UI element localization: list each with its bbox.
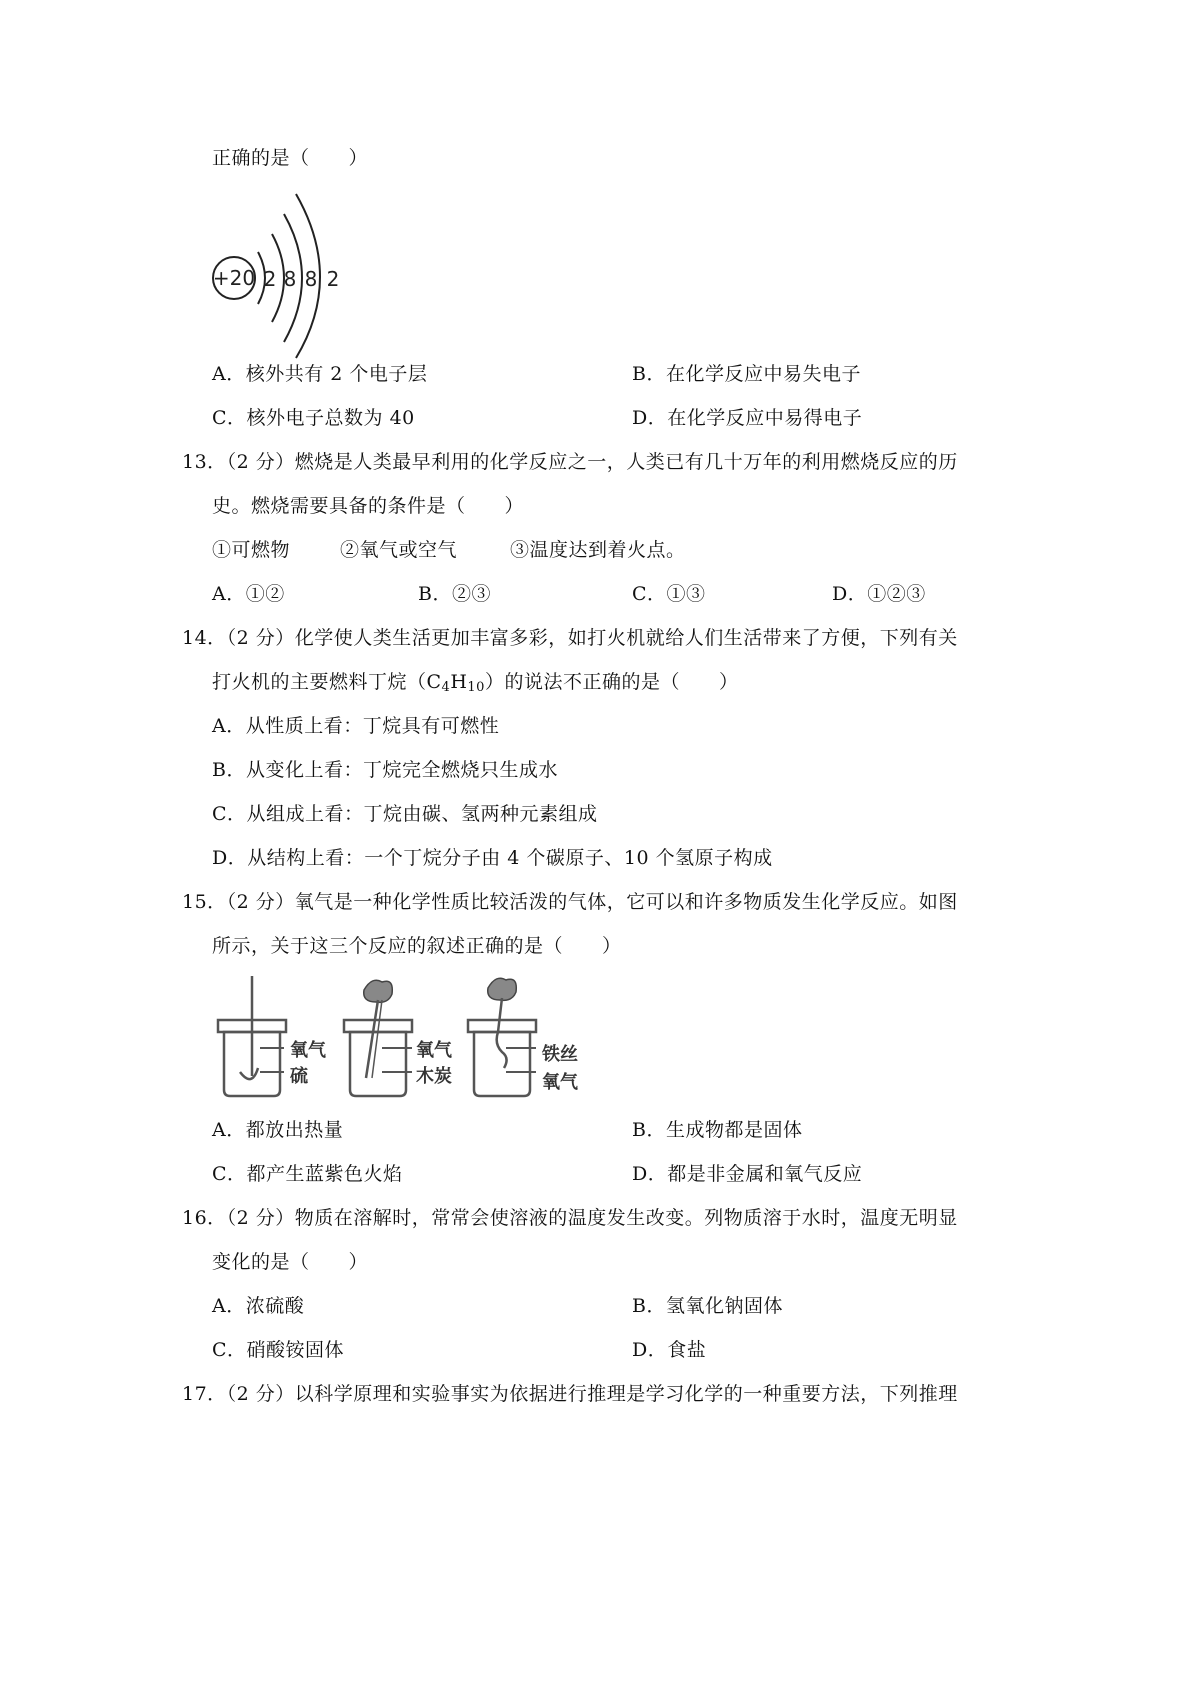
- jar-charcoal: [344, 980, 453, 1096]
- q13-condition-3: ③温度达到着火点。: [510, 539, 686, 561]
- formula-subscript-4: 4: [441, 680, 451, 695]
- q13-option-c[interactable]: C．①③: [632, 583, 706, 605]
- q17-stem-line1: 17．（2 分）以科学原理和实验事实为依据进行推理是学习化学的一种重要方法，下列推理: [182, 1383, 958, 1405]
- q12-stem-tail: 正确的是（ ）: [212, 147, 369, 169]
- oxygen-reaction-jars-diagram: [212, 972, 652, 1112]
- q16-option-c[interactable]: C．硝酸铵固体: [212, 1339, 345, 1361]
- jar-charcoal-bottom-label: 木炭: [416, 1066, 452, 1087]
- q13-option-b[interactable]: B．②③: [418, 583, 491, 605]
- q14-option-b[interactable]: B．从变化上看：丁烷完全燃烧只生成水: [212, 759, 558, 781]
- q13-option-d[interactable]: D．①②③: [832, 583, 926, 605]
- q13-stem-line1: 13．（2 分）燃烧是人类最早利用的化学反应之一，人类已有几十万年的利用燃烧反应的历: [182, 451, 958, 473]
- q14-option-d[interactable]: D．从结构上看：一个丁烷分子由 4 个碳原子、10 个氢原子构成: [212, 847, 773, 869]
- q15-stem-line1: 15．（2 分）氧气是一种化学性质比较活泼的气体，它可以和许多物质发生化学反应。如图: [182, 891, 958, 913]
- q14-option-a[interactable]: A．从性质上看：丁烷具有可燃性: [212, 715, 500, 737]
- q15-option-d[interactable]: D．都是非金属和氧气反应: [632, 1163, 863, 1185]
- q15-option-c[interactable]: C．都产生蓝紫色火焰: [212, 1163, 403, 1185]
- jar-iron-bottom-label: 氧气: [542, 1072, 578, 1093]
- shell-2-count: 8: [283, 267, 297, 291]
- jar-sulfur-top-label: 氧气: [290, 1040, 326, 1061]
- jar-charcoal-top-label: 氧气: [416, 1040, 452, 1061]
- shell-1-count: 2: [263, 267, 277, 291]
- q12-option-d[interactable]: D．在化学反应中易得电子: [632, 407, 863, 429]
- formula-h: H: [450, 671, 468, 693]
- q14-stem-line2-pre: 打火机的主要燃料丁烷（C: [212, 671, 442, 693]
- q16-stem-line1: 16．（2 分）物质在溶解时，常常会使溶液的温度发生改变。列物质溶于水时，温度无明显: [182, 1207, 958, 1229]
- jar-iron-top-label: 铁丝: [542, 1044, 578, 1065]
- q14-stem-line1: 14．（2 分）化学使人类生活更加丰富多彩，如打火机就给人们生活带来了方便，下列有关: [182, 627, 958, 649]
- q12-option-a[interactable]: A．核外共有 2 个电子层: [212, 363, 428, 385]
- q14-option-c[interactable]: C．从组成上看：丁烷由碳、氢两种元素组成: [212, 803, 598, 825]
- q12-option-c[interactable]: C．核外电子总数为 40: [212, 407, 415, 429]
- q14-stem-line2-post: ）的说法不正确的是（ ）: [484, 671, 739, 693]
- q13-option-a[interactable]: A．①②: [212, 583, 285, 605]
- q16-option-d[interactable]: D．食盐: [632, 1339, 707, 1361]
- shell-3-count: 8: [304, 267, 318, 291]
- q16-stem-line2: 变化的是（ ）: [212, 1251, 369, 1273]
- q14-stem-line2: [212, 670, 738, 694]
- atom-structure-diagram: [200, 190, 360, 360]
- q13-condition-2: ②氧气或空气: [340, 539, 458, 561]
- q15-option-b[interactable]: B．生成物都是固体: [632, 1119, 803, 1141]
- formula-subscript-10: 10: [467, 680, 485, 695]
- jar-sulfur-bottom-label: 硫: [290, 1066, 308, 1087]
- q13-stem-line2: 史。燃烧需要具备的条件是（ ）: [212, 495, 525, 517]
- shell-4-count: 2: [326, 267, 340, 291]
- q16-option-a[interactable]: A．浓硫酸: [212, 1295, 305, 1317]
- q16-option-b[interactable]: B．氢氧化钠固体: [632, 1295, 783, 1317]
- q15-stem-line2: 所示，关于这三个反应的叙述正确的是（ ）: [212, 935, 622, 957]
- q15-option-a[interactable]: A．都放出热量: [212, 1119, 344, 1141]
- jar-iron-wire: [468, 978, 579, 1096]
- jar-sulfur: [218, 976, 327, 1096]
- nucleus-charge: +20: [212, 266, 256, 290]
- q13-condition-1: ①可燃物: [212, 539, 291, 561]
- q12-option-b[interactable]: B．在化学反应中易失电子: [632, 363, 861, 385]
